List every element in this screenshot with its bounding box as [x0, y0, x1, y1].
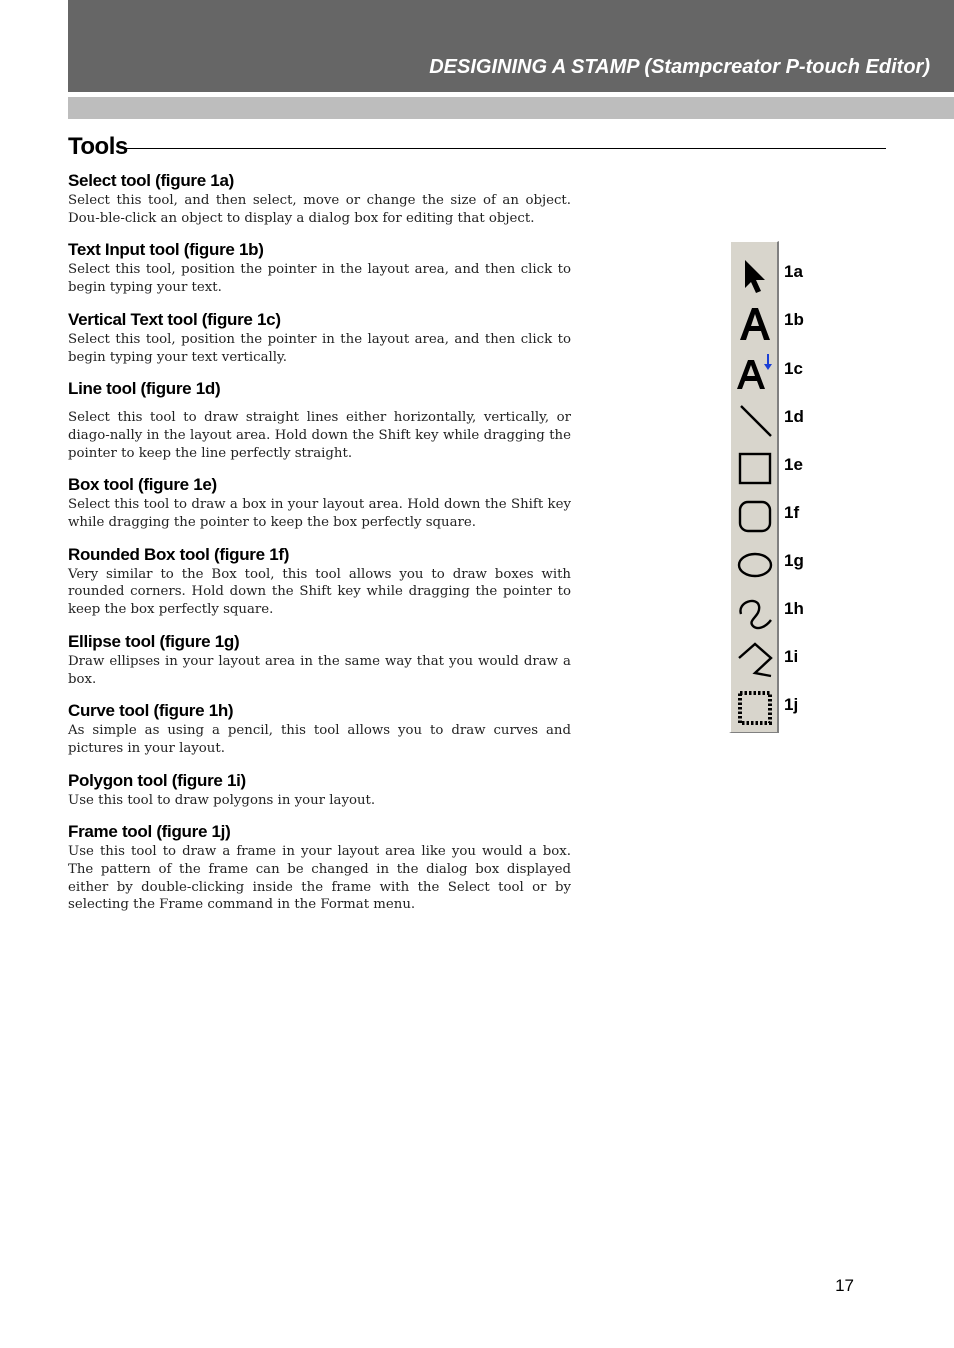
arrow-pointer-icon[interactable] — [735, 256, 775, 296]
toolbar-label-1e: 1e — [784, 455, 803, 474]
page-number: 17 — [835, 1276, 854, 1295]
tool-heading: Curve tool (figure 1h) — [68, 701, 234, 721]
tool-entry-frame — [68, 821, 571, 914]
tool-heading: Box tool (figure 1e) — [68, 475, 217, 495]
toolbar-label-1b: 1b — [784, 310, 804, 329]
toolbar-label-1j: 1j — [784, 695, 799, 714]
frame-icon[interactable] — [735, 688, 775, 728]
header-title: DESIGINING A STAMP (Stampcreator P-touch Editor) — [429, 56, 930, 78]
toolbar-label-1g: 1g — [784, 551, 804, 570]
tool-description: Select this tool, position the pointer in the layout area, and then click to begin typing your text. — [68, 262, 571, 296]
tool-heading: Rounded Box tool (figure 1f) — [68, 544, 290, 564]
tool-entry-rounded-box — [68, 544, 571, 619]
tool-descriptions — [68, 170, 571, 914]
tool-entry-text-input — [68, 239, 571, 296]
curve-icon[interactable] — [735, 592, 775, 632]
tool-entry-polygon — [68, 770, 571, 810]
toolbar-label-1c: 1c — [784, 359, 803, 378]
tool-description: Select this tool, and then select, move or change the size of an object. Dou-ble-click an object to display a dialog box for editing that object. — [68, 193, 571, 226]
tool-entry-box — [68, 474, 571, 531]
vertical-text-icon[interactable] — [735, 352, 775, 392]
toolbar-label-1h: 1h — [784, 599, 804, 618]
tool-entry-vertical-text — [68, 309, 571, 366]
tool-entry-curve — [68, 700, 571, 757]
text-a-icon[interactable] — [735, 304, 775, 344]
tool-description: Select this tool to draw a box in your layout area. Hold down the Shift key while dragging the pointer to keep the box perfectly square. — [68, 497, 571, 531]
tool-entry-line — [68, 378, 571, 462]
sub-band — [68, 97, 954, 119]
tools-toolbar — [729, 241, 779, 733]
tool-entry-ellipse — [68, 631, 571, 688]
tool-heading: Select tool (figure 1a) — [68, 171, 234, 190]
box-icon[interactable] — [735, 448, 775, 488]
section-title: Tools — [68, 133, 128, 160]
toolbar-label-1f: 1f — [784, 503, 800, 522]
header-band — [68, 0, 954, 92]
rounded-box-icon[interactable] — [735, 496, 775, 536]
section-rule — [126, 148, 886, 149]
toolbar-label-1a: 1a — [784, 262, 803, 281]
tool-heading: Polygon tool (figure 1i) — [68, 770, 246, 790]
tool-description: Use this tool to draw polygons in your layout. — [68, 792, 376, 808]
tool-description: As simple as using a pencil, this tool allows you to draw curves and pictures in your layout. — [68, 723, 571, 756]
polygon-icon[interactable] — [735, 640, 775, 680]
tool-heading: Frame tool (figure 1j) — [68, 822, 231, 842]
tool-description: Draw ellipses in your layout area in the same way that you would draw a box. — [68, 653, 571, 687]
tool-description: Very similar to the Box tool, this tool allows you to draw boxes with rounded corners. Hold down the Shift key while dragging the pointer to keep the box perfectly square. — [68, 566, 571, 618]
ellipse-icon[interactable] — [735, 544, 775, 584]
tool-description: Select this tool to draw straight lines either horizontally, vertically, or diago-nally in the layout area. Hold down the Shift key while dragging the pointer to keep the line perfectly straight. — [68, 410, 571, 461]
tool-heading: Vertical Text tool (figure 1c) — [68, 309, 281, 329]
line-icon[interactable] — [735, 400, 775, 440]
tool-description: Use this tool to draw a frame in your layout area like you would a box. The pattern of the frame can be changed in the dialog box displayed either by double-clicking inside the frame with the Select tool or by selecting the Frame command in the Format menu. — [68, 844, 571, 913]
toolbar-label-1i: 1i — [784, 647, 799, 666]
tool-heading: Ellipse tool (figure 1g) — [68, 631, 240, 651]
tool-description: Select this tool, position the pointer in the layout area, and then click to begin typing your text vertically. — [68, 331, 571, 365]
tool-entry-select — [68, 170, 571, 227]
tool-heading: Line tool (figure 1d) — [68, 379, 221, 399]
toolbar-label-1d: 1d — [784, 407, 804, 426]
tool-heading: Text Input tool (figure 1b) — [68, 240, 264, 260]
